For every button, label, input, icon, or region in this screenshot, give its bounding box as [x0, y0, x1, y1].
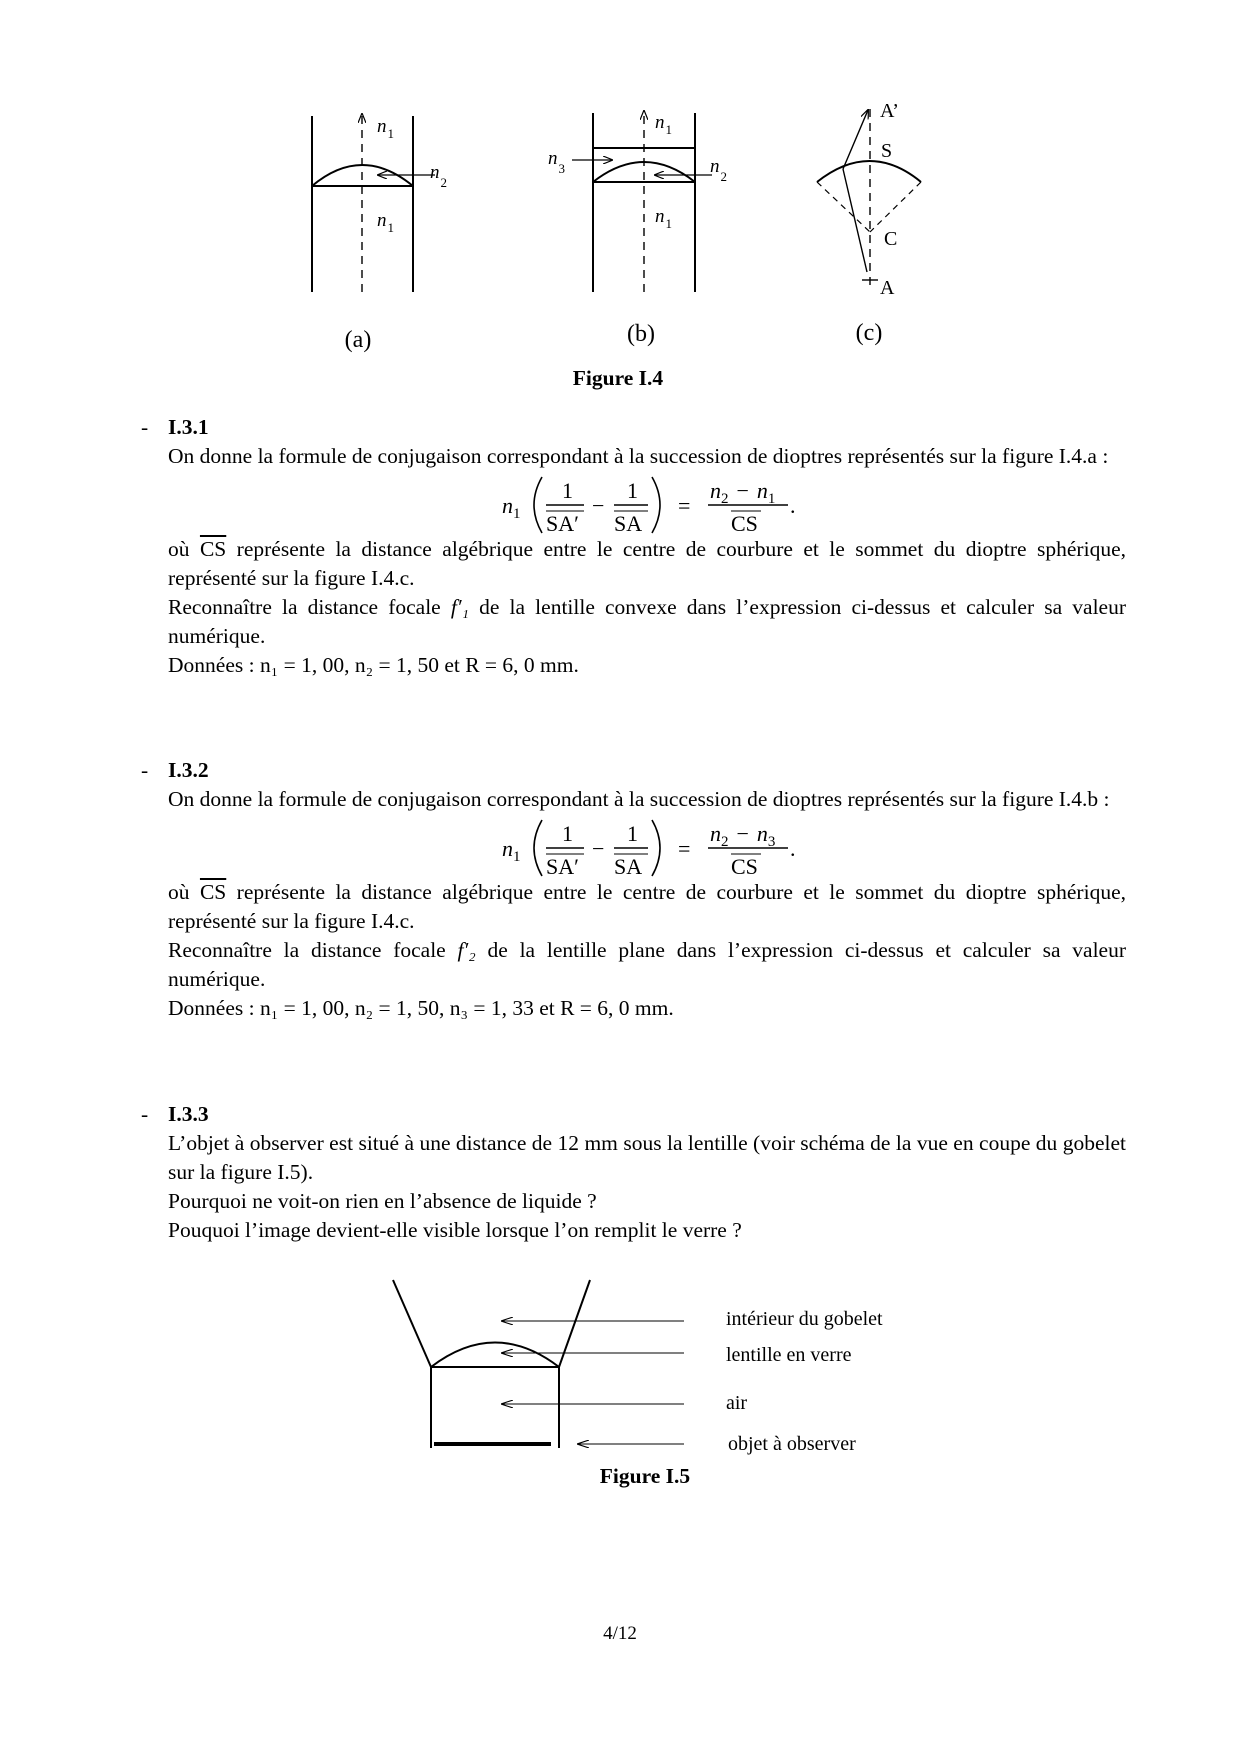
- label-objet-observer: objet à observer: [728, 1433, 856, 1455]
- svg-text:1: 1: [627, 821, 638, 846]
- svg-text:1: 1: [627, 478, 638, 503]
- section-paragraph-2: Pourquoi ne voit-on rien en l’absence de liquide ?: [168, 1189, 597, 1213]
- radius-left: [817, 182, 870, 232]
- section-number: I.3.1: [168, 415, 209, 439]
- figure-I4-panel-c: [817, 100, 921, 346]
- section-where-paragraph: où $\overline{CS}$ représente la distance algébrique entre le centre de courbure et le sommet du dioptre sphérique, représenté sur la figure I.4.c.: [168, 537, 1126, 590]
- section-where-paragraph: où $\overline{CS}$ représente la distance algébrique entre le centre de courbure et le sommet du dioptre sphérique, représenté sur la figure I.4.c.: [168, 880, 1126, 933]
- panel-label-b: (b): [627, 321, 655, 347]
- label-n1-bottom: $n_1$: [655, 206, 672, 231]
- svg-text:SA: SA: [614, 511, 643, 535]
- figure-I4-caption: Figure I.4: [572, 366, 664, 390]
- section-number: I.3.3: [168, 1102, 209, 1126]
- section-I32: [141, 756, 1141, 1023]
- section-question: Reconnaître la distance focale f′₂ de la lentille plane dans l’expression ci-dessus et calculer sa valeur numérique.: [168, 938, 1126, 991]
- goblet-cross-section: [393, 1280, 590, 1448]
- label-A: A: [880, 277, 895, 299]
- label-C: C: [884, 228, 898, 250]
- svg-text:CS: CS: [731, 511, 758, 535]
- label-air: air: [726, 1392, 748, 1414]
- svg-text:n1: $n_1$: [502, 493, 521, 522]
- conjugation-formula: [168, 814, 1126, 878]
- section-data: Données : n₁ = 1, 00, n₂ = 1, 50, n₃ = 1, 33 et R = 6, 0 mm.: [168, 996, 674, 1020]
- label-n2: $n_2$: [710, 156, 727, 184]
- svg-text:1: 1: [562, 478, 573, 503]
- bullet-dash: -: [141, 415, 149, 439]
- label-n2: $n_2$: [430, 162, 447, 190]
- label-interieur-gobelet: intérieur du gobelet: [726, 1308, 883, 1330]
- page-number: 4/12: [603, 1623, 637, 1644]
- label-n1-bottom: $n_1$: [377, 210, 394, 235]
- section-I31: [141, 413, 1141, 680]
- section-number: I.3.2: [168, 758, 209, 782]
- section-intro: On donne la formule de conjugaison correspondant à la succession de dioptres représentés sur la figure I.4.a :: [168, 444, 1109, 468]
- label-n1-top: $n_1$: [377, 116, 394, 141]
- section-question: Reconnaître la distance focale f′₁ de la lentille convexe dans l’expression ci-dessus et calculer sa valeur numérique.: [168, 595, 1126, 648]
- goblet-left-wall: [393, 1280, 431, 1367]
- svg-text:1: 1: [562, 821, 573, 846]
- formula-rendering: [168, 814, 1126, 878]
- label-S: S: [881, 140, 893, 162]
- label-n3: $n_3$: [548, 148, 565, 176]
- svg-text:SA′: SA′: [546, 511, 579, 535]
- svg-text:n2−n3: $n_2 - n_3$: [710, 821, 776, 850]
- svg-text:=: =: [678, 493, 691, 518]
- panel-label-a: (a): [344, 327, 372, 353]
- cs-overline-symbol: $\overline{CS}$: [199, 537, 227, 561]
- label-n1-top: $n_1$: [655, 112, 672, 137]
- label-A-prime: A’: [880, 100, 899, 122]
- section-data: Données : n₁ = 1, 00, n₂ = 1, 50 et R = 6, 0 mm.: [168, 653, 579, 677]
- figure-I4-panel-a: [312, 114, 447, 353]
- glass-lens: [431, 1343, 559, 1368]
- figure-I4-panel-b: [548, 111, 727, 347]
- svg-text:SA: SA: [614, 854, 643, 878]
- svg-text:n1: $n_1$: [502, 836, 521, 865]
- bullet-dash: -: [141, 1102, 149, 1126]
- section-intro: On donne la formule de conjugaison correspondant à la succession de dioptres représentés sur la figure I.4.b :: [168, 787, 1110, 811]
- focal-symbol: f′₁: [450, 595, 469, 619]
- svg-text:−: −: [592, 836, 605, 861]
- figure-I5-caption: Figure I.5: [599, 1464, 691, 1488]
- svg-text:n2−n1: $n_2 - n_1$: [710, 478, 776, 507]
- svg-text:SA′: SA′: [546, 854, 579, 878]
- svg-text:.: .: [790, 493, 796, 518]
- cs-overline-symbol: $\overline{CS}$: [199, 880, 227, 904]
- conjugation-formula: [168, 471, 1126, 535]
- panel-label-c: (c): [855, 320, 883, 346]
- section-paragraph-1: L’objet à observer est situé à une distance de 12 mm sous la lentille (voir schéma de la vue en coupe du gobelet sur la figure I.5).: [168, 1131, 1126, 1184]
- svg-text:=: =: [678, 836, 691, 861]
- radius-right: [870, 182, 921, 232]
- svg-text:.: .: [790, 836, 796, 861]
- section-I33: [141, 1100, 1141, 1245]
- formula-rendering: [168, 471, 1126, 535]
- label-lentille-verre: lentille en verre: [726, 1344, 852, 1366]
- figure-I4: [0, 0, 1240, 400]
- svg-text:−: −: [592, 493, 605, 518]
- goblet-right-wall: [559, 1280, 590, 1367]
- incident-ray: [843, 169, 867, 272]
- focal-symbol: f′₂: [457, 938, 476, 962]
- svg-text:CS: CS: [731, 854, 758, 878]
- section-paragraph-3: Pouquoi l’image devient-elle visible lorsque l’on remplit le verre ?: [168, 1218, 742, 1242]
- bullet-dash: -: [141, 758, 149, 782]
- refracted-ray: [843, 110, 868, 169]
- spherical-dioptre: [817, 161, 921, 182]
